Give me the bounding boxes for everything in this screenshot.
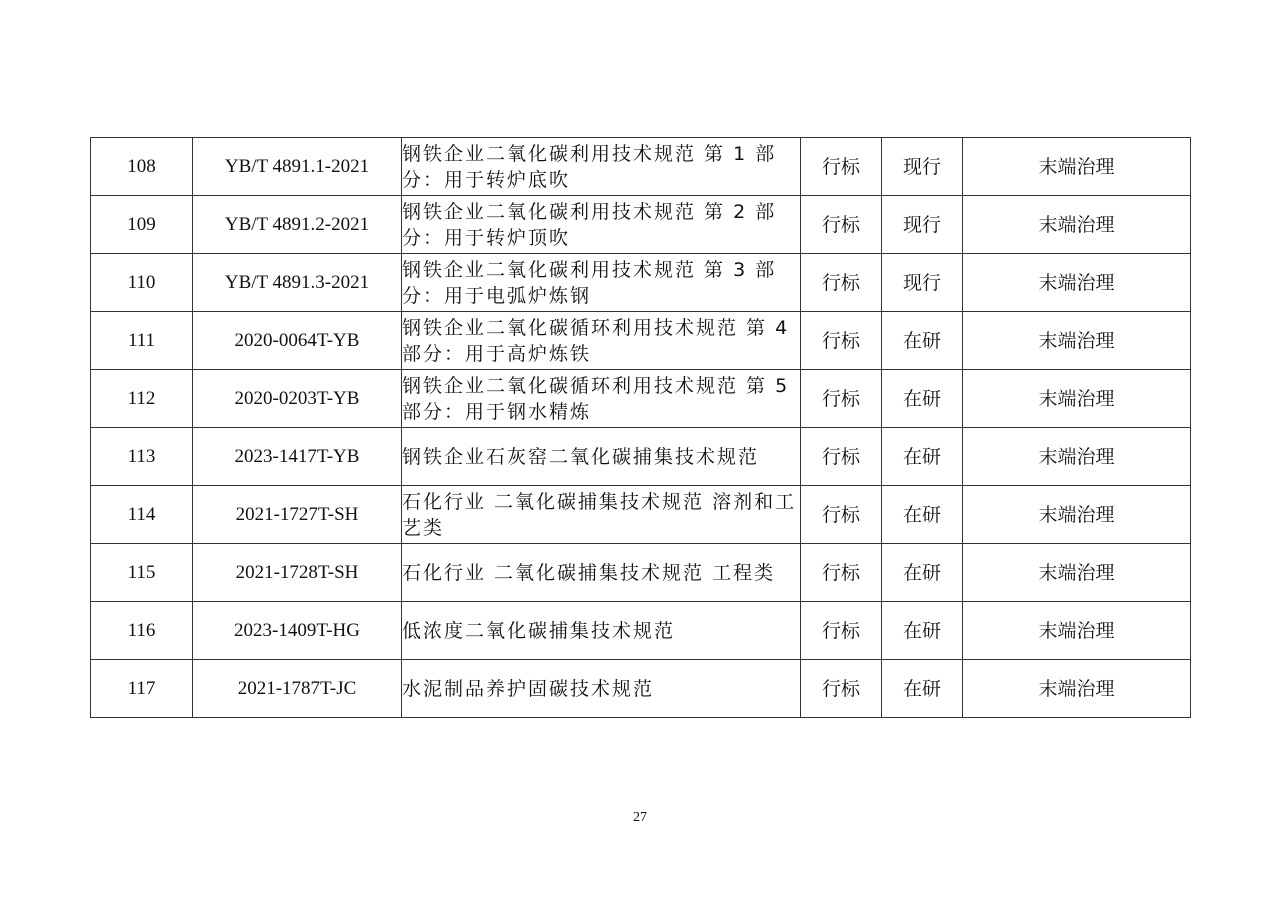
- standard-name-cell: 钢铁企业二氧化碳循环利用技术规范 第 5 部分：用于钢水精炼: [402, 370, 801, 428]
- standard-category-cell: 末端治理: [963, 370, 1191, 428]
- standard-code-cell: 2021-1787T-JC: [193, 660, 402, 718]
- table-row: [91, 312, 1191, 370]
- standard-status-cell: 在研: [882, 602, 963, 660]
- standard-code-cell: 2020-0203T-YB: [193, 370, 402, 428]
- standard-code-cell: YB/T 4891.2-2021: [193, 196, 402, 254]
- table-row: [91, 196, 1191, 254]
- serial-number-cell: 113: [91, 428, 193, 486]
- serial-number-cell: 109: [91, 196, 193, 254]
- serial-number-cell: 108: [91, 138, 193, 196]
- serial-number-cell: 110: [91, 254, 193, 312]
- standard-category-cell: 末端治理: [963, 428, 1191, 486]
- table-row: [91, 602, 1191, 660]
- standard-type-cell: 行标: [801, 428, 882, 486]
- standard-type-cell: 行标: [801, 660, 882, 718]
- standard-status-cell: 现行: [882, 138, 963, 196]
- standard-name-cell: 钢铁企业二氧化碳利用技术规范 第 2 部分：用于转炉顶吹: [402, 196, 801, 254]
- standard-status-cell: 在研: [882, 544, 963, 602]
- serial-number-cell: 115: [91, 544, 193, 602]
- standard-status-cell: 现行: [882, 196, 963, 254]
- standard-status-cell: 在研: [882, 370, 963, 428]
- standard-code-cell: 2023-1417T-YB: [193, 428, 402, 486]
- serial-number-cell: 114: [91, 486, 193, 544]
- standard-type-cell: 行标: [801, 138, 882, 196]
- standard-category-cell: 末端治理: [963, 138, 1191, 196]
- standard-category-cell: 末端治理: [963, 196, 1191, 254]
- standard-name-cell: 低浓度二氧化碳捕集技术规范: [402, 602, 801, 660]
- standard-type-cell: 行标: [801, 312, 882, 370]
- standard-name-cell: 水泥制品养护固碳技术规范: [402, 660, 801, 718]
- serial-number-cell: 112: [91, 370, 193, 428]
- standard-category-cell: 末端治理: [963, 602, 1191, 660]
- standard-type-cell: 行标: [801, 196, 882, 254]
- standard-name-cell: 石化行业 二氧化碳捕集技术规范 溶剂和工艺类: [402, 486, 801, 544]
- standard-code-cell: 2023-1409T-HG: [193, 602, 402, 660]
- table-row: [91, 486, 1191, 544]
- standard-name-cell: 石化行业 二氧化碳捕集技术规范 工程类: [402, 544, 801, 602]
- standard-name-cell: 钢铁企业石灰窑二氧化碳捕集技术规范: [402, 428, 801, 486]
- serial-number-cell: 116: [91, 602, 193, 660]
- standard-type-cell: 行标: [801, 544, 882, 602]
- table-row: [91, 428, 1191, 486]
- standard-type-cell: 行标: [801, 486, 882, 544]
- standard-category-cell: 末端治理: [963, 254, 1191, 312]
- standard-name-cell: 钢铁企业二氧化碳循环利用技术规范 第 4 部分：用于高炉炼铁: [402, 312, 801, 370]
- page-number: 27: [633, 810, 647, 825]
- standard-type-cell: 行标: [801, 254, 882, 312]
- table-row: [91, 544, 1191, 602]
- standards-table: [90, 137, 1191, 718]
- standard-code-cell: 2021-1727T-SH: [193, 486, 402, 544]
- standard-name-cell: 钢铁企业二氧化碳利用技术规范 第 3 部分：用于电弧炉炼钢: [402, 254, 801, 312]
- standard-name-cell: 钢铁企业二氧化碳利用技术规范 第 1 部分：用于转炉底吹: [402, 138, 801, 196]
- standard-status-cell: 在研: [882, 660, 963, 718]
- serial-number-cell: 111: [91, 312, 193, 370]
- table-row: [91, 660, 1191, 718]
- standard-code-cell: YB/T 4891.3-2021: [193, 254, 402, 312]
- standard-status-cell: 在研: [882, 312, 963, 370]
- standard-status-cell: 现行: [882, 254, 963, 312]
- standard-category-cell: 末端治理: [963, 486, 1191, 544]
- table-row: [91, 138, 1191, 196]
- standard-code-cell: 2020-0064T-YB: [193, 312, 402, 370]
- table-row: [91, 370, 1191, 428]
- standard-code-cell: 2021-1728T-SH: [193, 544, 402, 602]
- serial-number-cell: 117: [91, 660, 193, 718]
- table-row: [91, 254, 1191, 312]
- standard-type-cell: 行标: [801, 602, 882, 660]
- standard-category-cell: 末端治理: [963, 544, 1191, 602]
- standard-status-cell: 在研: [882, 486, 963, 544]
- standard-code-cell: YB/T 4891.1-2021: [193, 138, 402, 196]
- standard-status-cell: 在研: [882, 428, 963, 486]
- standard-type-cell: 行标: [801, 370, 882, 428]
- standard-category-cell: 末端治理: [963, 660, 1191, 718]
- standard-category-cell: 末端治理: [963, 312, 1191, 370]
